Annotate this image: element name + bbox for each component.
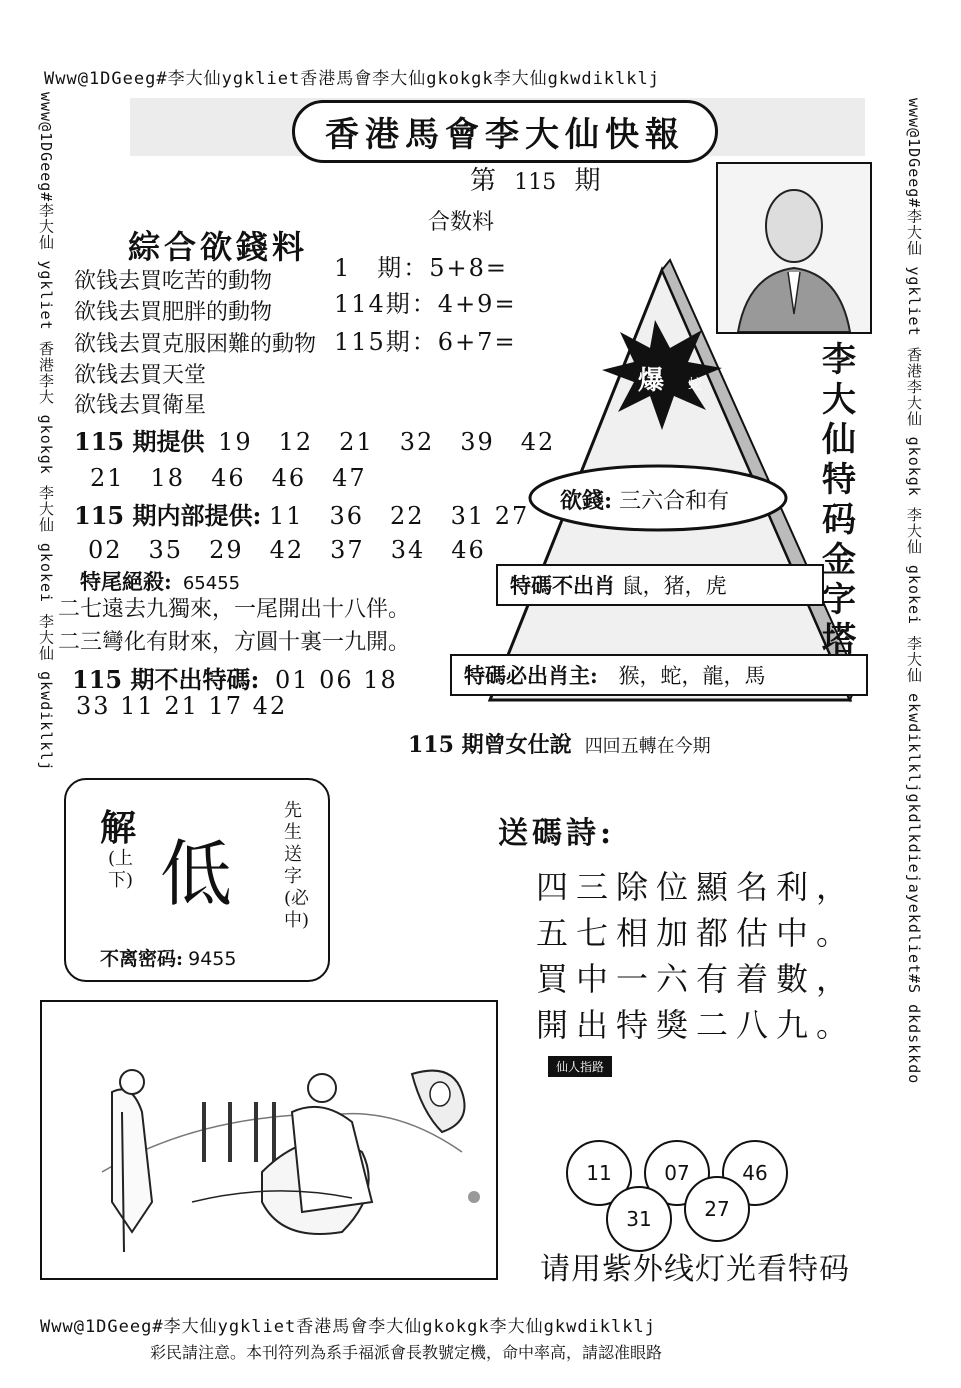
no-zodiac-value: 鼠，猪，虎 bbox=[621, 574, 727, 598]
money-value: 三六合和有 bbox=[619, 489, 730, 514]
combo-heading: 合数料 bbox=[428, 210, 495, 235]
ball-5: 27 bbox=[684, 1176, 750, 1242]
no-zodiac-label: 特碼不出肖 bbox=[510, 573, 615, 598]
uv-note: 请用紫外线灯光看特码 bbox=[540, 1252, 850, 1287]
riddle-line-5: 欲钱去買衛星 bbox=[74, 393, 207, 418]
provide-line-2: 21 18 46 46 47 bbox=[90, 464, 367, 492]
tail-kill-value: 65455 bbox=[182, 573, 241, 594]
saying-row bbox=[408, 728, 711, 759]
page-title: 香港馬會李大仙快報 bbox=[292, 100, 718, 163]
not-special-row bbox=[72, 660, 398, 695]
poem-line-1: 四三除位顯名利， bbox=[536, 868, 857, 906]
riddle-line-1: 欲钱去買吃苦的動物 bbox=[74, 269, 273, 294]
left-border-band: www@1DGeeg#李大仙 ygkliet 香港李大 gkokgk 李大仙 gkokei 李大仙 gkwdiklklj bbox=[37, 92, 55, 772]
illustration-frame bbox=[40, 1000, 498, 1280]
top-border-band: Www@1DGeeg#李大仙ygkliet香港馬會李大仙gkokgk李大仙gkwdiklklj bbox=[44, 69, 660, 89]
issue-number: 第 115 期 bbox=[470, 166, 601, 196]
secret-value: 9455 bbox=[188, 948, 237, 970]
pyramid-title: 李大仙特码金字塔 bbox=[822, 340, 856, 660]
riddle-line-4: 欲钱去買天堂 bbox=[74, 363, 207, 388]
poem-line-3: 買中一六有着數， bbox=[536, 960, 857, 998]
ball-1: 11 bbox=[566, 1140, 632, 1206]
must-zodiac-value: 猴，蛇，龍，馬 bbox=[618, 664, 766, 688]
riddle-heading: 綜合欲錢料 bbox=[128, 228, 309, 266]
provide-line-1: 19 12 21 32 39 42 bbox=[218, 428, 556, 456]
combo-line-1: 1 期：5+8= bbox=[334, 254, 509, 282]
sages-illustration bbox=[42, 1002, 496, 1278]
solution-char: 低 bbox=[160, 832, 233, 916]
poem-line-2: 五七相加都估中。 bbox=[536, 914, 857, 952]
not-special-label: 115 期不出特碼: bbox=[72, 665, 260, 694]
notice-text: 彩民請注意。本刊符列為系手福派會長教號定機，命中率高，請認准眼路 bbox=[150, 1343, 663, 1362]
poem-line-4: 開出特獎二八九。 bbox=[536, 1006, 857, 1044]
riddle-line-2: 欲钱去買肥胖的動物 bbox=[74, 300, 273, 325]
money-row bbox=[560, 484, 729, 515]
internal-label: 115 期内部提供: bbox=[74, 501, 262, 530]
solution-jie: 解 bbox=[100, 807, 137, 849]
tail-kill-label: 特尾絕殺: bbox=[80, 569, 172, 594]
burst-sub-text: 蛇 bbox=[688, 377, 702, 393]
solution-updown: (上下) bbox=[108, 848, 134, 891]
provide-label: 115 期提供 bbox=[74, 427, 205, 456]
verse-line-1: 二七遠去九獨來，一尾開出十八伴。 bbox=[58, 597, 411, 622]
ball-4: 31 bbox=[606, 1186, 672, 1252]
solution-side: 先生送字(必中) bbox=[284, 800, 310, 931]
verse-line-2: 二三彎化有財來，方圓十裏一九開。 bbox=[58, 630, 411, 655]
saying-label: 115 期曾女仕說 bbox=[408, 732, 572, 758]
internal-line-2: 02 35 29 42 37 34 46 bbox=[88, 536, 486, 564]
burst-main-text: 爆 bbox=[638, 366, 665, 396]
secret-label: 不离密码: bbox=[100, 948, 184, 970]
right-border-band: www@1DGeeg#李大仙 ygkliet 香港李大仙 gkokgk 李大仙 gkokei 李大仙 ekwdiklkljgkdlkdiejayekdliet#S dkdskkdo bbox=[905, 98, 923, 1085]
combo-line-2: 114期：4+9= bbox=[334, 290, 517, 318]
internal-line-1: 11 36 22 31 27 bbox=[268, 502, 530, 530]
bottom-border-band: Www@1DGeeg#李大仙ygkliet香港馬會李大仙gkokgk李大仙gkwdiklklj bbox=[40, 1317, 656, 1337]
must-zodiac-box bbox=[450, 654, 868, 696]
ball-3: 46 bbox=[722, 1140, 788, 1206]
ball-2: 07 bbox=[644, 1140, 710, 1206]
poem-heading: 送碼詩: bbox=[498, 816, 616, 851]
must-zodiac-label: 特碼必出肖主: bbox=[464, 663, 598, 688]
combo-line-3: 115期：6+7= bbox=[334, 328, 517, 356]
not-special-line-2: 33 11 21 17 42 bbox=[76, 692, 288, 720]
secret-row bbox=[100, 944, 236, 971]
saying-value: 四回五轉在今期 bbox=[584, 736, 711, 757]
stamp: 仙人指路 bbox=[548, 1056, 612, 1077]
no-zodiac-box bbox=[496, 564, 824, 606]
riddle-line-3: 欲钱去買克服困難的動物 bbox=[74, 332, 317, 357]
money-label: 欲錢: bbox=[560, 488, 613, 514]
not-special-line-1: 01 06 18 bbox=[274, 666, 398, 694]
